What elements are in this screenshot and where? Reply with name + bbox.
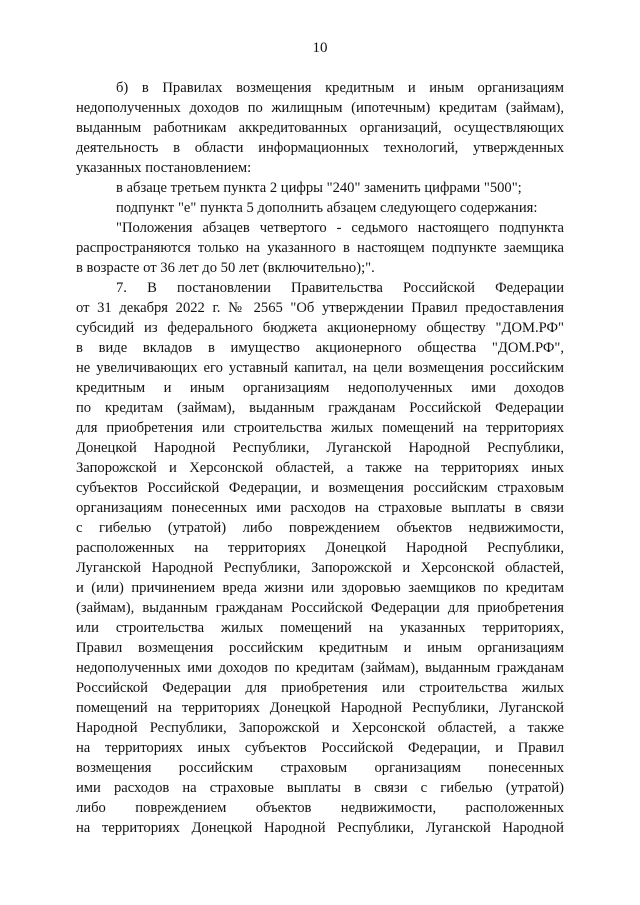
text-line: субсидий из федерального бюджета акционерному обществу "ДОМ.РФ" [76, 320, 564, 336]
text-line: на территориях иных субъектов Российской Федерации, и Правил [76, 740, 564, 756]
text-line: подпункт "е" пункта 5 дополнить абзацем следующего содержания: [116, 200, 538, 216]
text-line: субъектов Российской Федерации, и возмещения российским страховым [76, 480, 564, 496]
text-line: помещений на территориях Донецкой Народной Республики, Луганской [76, 700, 564, 716]
text-line: с гибелью (утратой) либо повреждением объектов недвижимости, [76, 520, 564, 536]
text-line: кредитным и иным организациям недополученных ими доходов [76, 380, 564, 396]
text-line: выданным работникам аккредитованных организаций, осуществляющих [76, 120, 564, 136]
text-line: организациям понесенных ими расходов на страховые выплаты в связи [76, 500, 564, 516]
text-line: (займам), выданным гражданам Российской Федерации для приобретения [76, 600, 564, 616]
text-line: и (или) причинением вреда жизни или здоровью заемщиков по кредитам [76, 580, 564, 596]
text-line: Луганской Народной Республики, Запорожской и Херсонской областей, [76, 560, 564, 576]
text-line: или строительства жилых помещений на указанных территориях, [76, 620, 564, 636]
text-line: возмещения российским страховым организациям понесенных [76, 760, 564, 776]
text-line: недополученных ими доходов по кредитам (займам), выданным гражданам [76, 660, 564, 676]
text-line: указанных постановлением: [76, 160, 252, 176]
text-line: б) в Правилах возмещения кредитным и иным организациям [116, 80, 564, 96]
text-line: недополученных доходов по жилищным (ипотечным) кредитам (займам), [76, 100, 564, 116]
text-line: в абзаце третьем пункта 2 цифры "240" заменить цифрами "500"; [116, 180, 522, 196]
text-line: от 31 декабря 2022 г. № 2565 "Об утверждении Правил предоставления [76, 300, 564, 316]
page-number: 10 [312, 40, 328, 56]
text-line: для приобретения или строительства жилых помещений на территориях [76, 420, 564, 436]
text-line: Донецкой Народной Республики, Луганской Народной Республики, [76, 440, 564, 456]
text-line: 7. В постановлении Правительства Российской Федерации [116, 280, 564, 296]
text-line: распространяются только на указанного в настоящем подпункте заемщика [76, 240, 564, 256]
text-line: либо повреждением объектов недвижимости, расположенных [76, 800, 564, 816]
text-line: в возрасте от 36 лет до 50 лет (включительно);". [76, 260, 375, 276]
text-line: Правил возмещения российским кредитным и иным организациям [76, 640, 564, 656]
text-line: деятельность в области информационных технологий, утвержденных [76, 140, 564, 156]
text-line: расположенных на территориях Донецкой Народной Республики, [76, 540, 564, 556]
text-line: по кредитам (займам), выданным гражданам Российской Федерации [76, 400, 564, 416]
text-line: не увеличивающих его уставный капитал, на цели возмещения российским [76, 360, 564, 376]
text-line: в виде вкладов в имущество акционерного общества "ДОМ.РФ", [76, 340, 564, 356]
text-line: ими расходов на страховые выплаты в связи с гибелью (утратой) [76, 780, 564, 796]
text-line: Российской Федерации для приобретения или строительства жилых [76, 680, 564, 696]
text-line: "Положения абзацев четвертого - седьмого настоящего подпункта [116, 220, 564, 236]
text-line: Народной Республики, Запорожской и Херсонской областей, а также [76, 720, 564, 736]
text-line: Запорожской и Херсонской областей, а также на территориях иных [76, 460, 564, 476]
text-line: на территориях Донецкой Народной Республики, Луганской Народной [76, 820, 564, 836]
